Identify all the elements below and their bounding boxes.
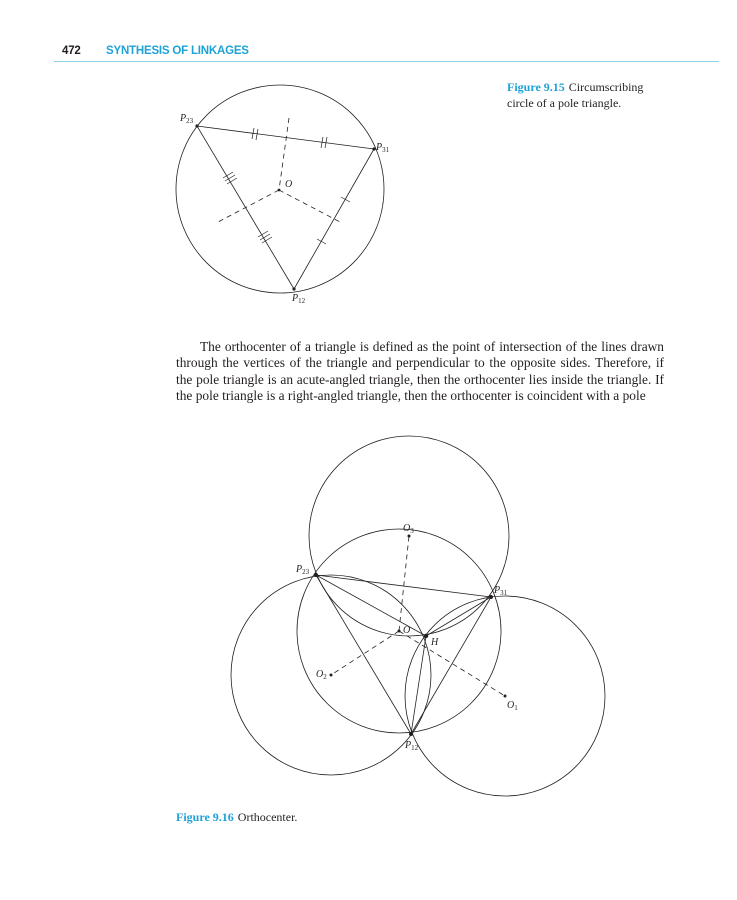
running-head: SYNTHESIS OF LINKAGES: [106, 45, 249, 57]
p31-label: $P_{31}$: [376, 142, 390, 154]
o-label: O: [403, 625, 411, 636]
figure-9-16-caption-text: Orthocenter.: [237, 810, 298, 824]
p31-label: $P_{31}$: [494, 585, 508, 597]
figure-9-16-caption: [176, 809, 476, 825]
o-label: O: [285, 179, 293, 190]
o-point: [398, 630, 401, 633]
body-paragraph: The orthocenter of a triangle is defined as the point of intersection of the lines drawn through the vertices of the triangle and perpendicular to the opposite sides. Therefore, if the pole triangle is an acute-angled triangle, then the orthocenter lies inside the triangle. If the pole triangle is a right-angled triangle, then the orthocenter is coincident with a pole: [176, 339, 664, 403]
p12-label: $P_{12}$: [292, 293, 306, 305]
figure-9-16-label: Figure 9.16: [176, 810, 234, 824]
p23-label: $P_{23}$: [296, 564, 310, 576]
p23-label: $P_{23}$: [180, 113, 194, 125]
o-to-o3: [399, 536, 409, 631]
figure-9-15-caption-text: Circumscribing circle of a pole triangle.: [507, 80, 644, 110]
o2-label: $O_2$: [316, 669, 327, 681]
altitude-p12: [411, 636, 426, 734]
page-number: 472: [62, 45, 81, 57]
o1-point: [504, 695, 507, 698]
p23-point: [314, 573, 318, 577]
o1-label: $O_1$: [507, 700, 518, 712]
p12-point: [409, 732, 413, 736]
h-point: [424, 634, 428, 638]
o2-point: [330, 674, 333, 677]
p31-point: [489, 595, 493, 599]
figure-9-15-label: Figure 9.15: [507, 80, 565, 94]
side-p23-p12: [316, 575, 411, 734]
o-to-o2: [331, 631, 399, 675]
h-label: H: [431, 637, 439, 648]
p12-label: $P_{12}$: [405, 740, 419, 752]
side-p31-p12: [411, 597, 491, 734]
altitude-p31: [426, 597, 491, 636]
o3-label: $O_3$: [403, 523, 414, 535]
